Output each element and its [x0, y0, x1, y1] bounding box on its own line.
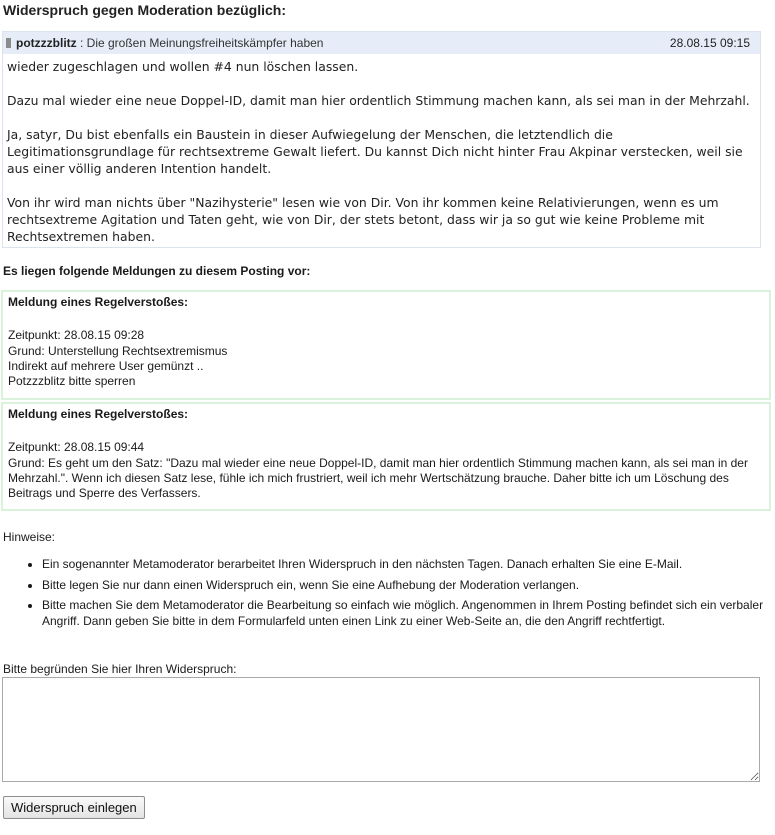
- report-comment: Indirekt auf mehrere User gemünzt ..: [8, 358, 204, 373]
- posting-meta: [16, 32, 323, 54]
- report-timestamp: Zeitpunkt: 28.08.15 09:44: [8, 440, 145, 455]
- report-title: Meldung eines Regelverstoßes:: [8, 295, 189, 309]
- reports-heading: Es liegen folgende Meldungen zu diesem Posting vor:: [3, 264, 311, 278]
- posting-paragraph: Von ihr wird man nichts über "Nazihysterie" lesen wie von Dir. Von ihr kommen keine Relativierungen, wenn es um rechtsextreme Agitation und Taten geht, wie von Dir, der stets betont, dass wir ja so gut wie keine Probleme mit Rechtsextremen haben.: [7, 195, 719, 244]
- report-timestamp: Zeitpunkt: 28.08.15 09:28: [8, 328, 145, 343]
- submit-objection-button[interactable]: Widerspruch einlegen: [3, 796, 145, 819]
- drag-handle-icon: [6, 38, 11, 48]
- posting-header: [3, 32, 760, 54]
- report-title: Meldung eines Regelverstoßes:: [8, 407, 189, 421]
- posting-subject: Die großen Meinungsfreiheitskämpfer haben: [86, 36, 324, 50]
- posting-separator: :: [76, 36, 87, 50]
- report-card: [1, 290, 771, 400]
- hints-list: [0, 557, 770, 634]
- report-comment: Potzzzblitz bitte sperren: [8, 374, 136, 389]
- report-reason: Grund: Unterstellung Rechtsextremismus: [8, 343, 228, 358]
- hints-label: Hinweise:: [3, 530, 56, 544]
- hint-item: • Ein sogenannter Metamoderator berarbeitet Ihren Widerspruch in den nächsten Tagen. Danach erhalten Sie eine E-Mail.: [42, 557, 770, 573]
- posting-paragraph: Ja, satyr, Du bist ebenfalls ein Baustein in dieser Aufwiegelung der Menschen, die letztendlich die Legitimationsgrundlage für rechtsextreme Gewalt liefert. Du kannst Dich nicht hinter Frau Akpinar verstecken, weil sie aus einer völlig anderen Intention handelt.: [7, 127, 743, 176]
- reason-input[interactable]: [2, 677, 760, 782]
- posting-paragraph: wieder zugeschlagen und wollen #4 nun löschen lassen.: [7, 59, 359, 74]
- reason-label: Bitte begründen Sie hier Ihren Widerspruch:: [3, 662, 237, 676]
- report-card: [1, 402, 771, 511]
- posting-author[interactable]: potzzzblitz: [16, 36, 77, 50]
- hint-item: • Bitte legen Sie nur dann einen Widerspruch ein, wenn Sie eine Aufhebung der Moderation verlangen.: [42, 578, 770, 594]
- hint-item: • Bitte machen Sie dem Metamoderator die Bearbeitung so einfach wie möglich. Angenommen in Ihrem Posting befindet sich ein verbaler Angriff. Dann geben Sie bitte in dem Formularfeld unten einen Link zu einer Web-Seite an, die den Angriff rechtfertigt.: [42, 598, 770, 629]
- report-reason: Grund: Es geht um den Satz: "Dazu mal wieder eine neue Doppel-ID, damit man hier ordentlich Stimmung machen kann, als sei man in der Mehrzahl.". Wenn ich diesen Satz lese, fühle ich mich frustriert, weil ich mehr Wertschätzung brauche. Daher bitte ich um Löschung des Beitrags und Sperre des Verfassers.: [8, 455, 748, 501]
- posting-body: [3, 54, 760, 245]
- posting-paragraph: Dazu mal wieder eine neue Doppel-ID, damit man hier ordentlich Stimmung machen kann, als sei man in der Mehrzahl.: [7, 93, 750, 108]
- posting-date: 28.08.15 09:15: [669, 36, 750, 50]
- posting: [2, 31, 761, 248]
- page-title: Widerspruch gegen Moderation bezüglich:: [3, 2, 287, 18]
